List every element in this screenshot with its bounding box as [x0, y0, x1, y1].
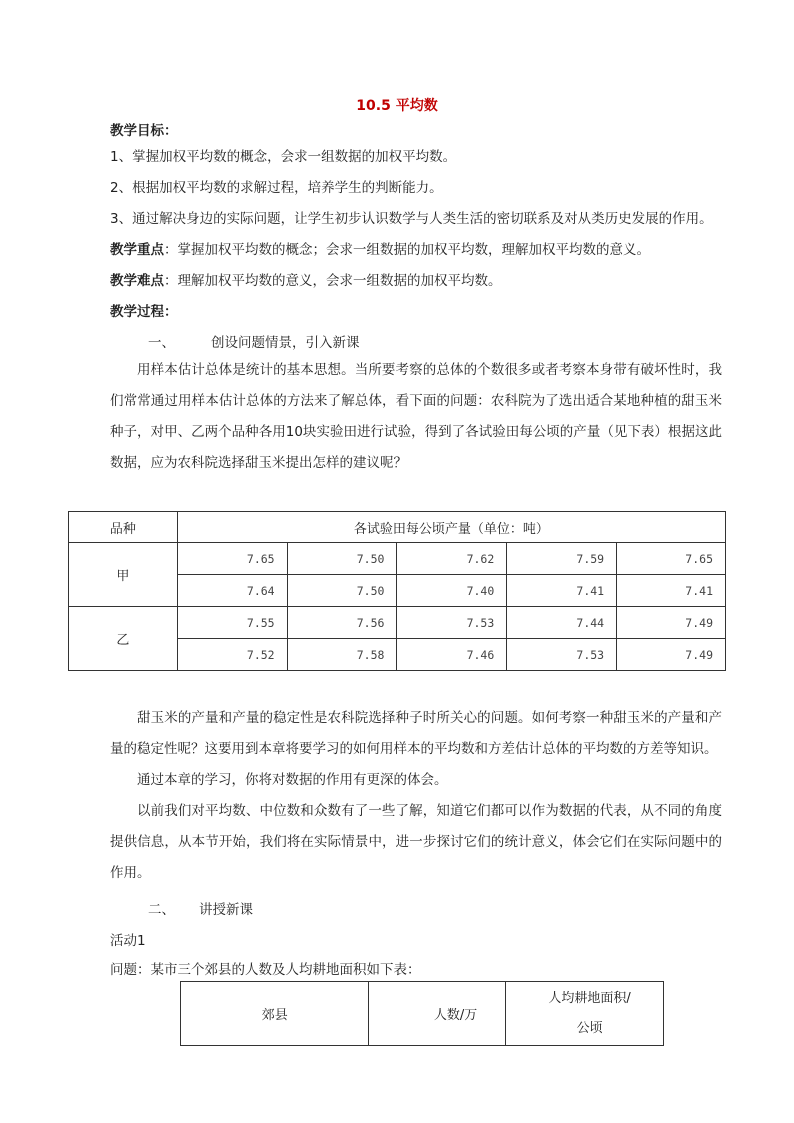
intro-paragraph: 用样本估计总体是统计的基本思想。当所要考察的总体的个数很多或者考察本身带有破坏性时，我们常常通过用样本估计总体的方法来了解总体，看下面的问题：农科院为了选出适合某地种植的甜玉米种子，对甲、乙两个品种各用10块实验田进行试验，得到了各试验田每公顷的产量（见下表）根据这此数据，应为农科院选择甜玉米提出怎样的建议呢？: [110, 362, 722, 471]
yield-cell: 7.58: [287, 639, 397, 671]
yield-cell: 7.41: [507, 575, 617, 607]
page-title: 10.5 平均数: [356, 98, 438, 114]
yield-cell: 7.53: [507, 639, 617, 671]
section-2-title: 讲授新课: [199, 902, 253, 918]
yield-cell: 7.40: [397, 575, 507, 607]
yield-cell: 7.50: [287, 575, 397, 607]
difficulties-text: ：理解加权平均数的意义，会求一组数据的加权平均数。: [164, 273, 502, 289]
section-1-heading: [148, 331, 360, 351]
yield-cell: 7.53: [397, 607, 507, 639]
yield-cell: 7.52: [177, 639, 287, 671]
objective-1: 1、掌握加权平均数的概念，会求一组数据的加权平均数。: [110, 149, 457, 165]
header-county: 郊县: [181, 982, 369, 1046]
yield-cell: 7.46: [397, 639, 507, 671]
difficulties-label: 教学难点: [110, 273, 164, 289]
table-row: [69, 607, 726, 639]
yield-cell: 7.50: [287, 543, 397, 575]
header-population: 人数/万: [369, 982, 506, 1046]
yield-cell: 7.55: [177, 607, 287, 639]
key-points: [110, 238, 650, 258]
yield-cell: 7.65: [177, 543, 287, 575]
key-points-text: ：掌握加权平均数的概念；会求一组数据的加权平均数，理解加权平均数的意义。: [164, 242, 650, 258]
variety-yi: 乙: [69, 607, 178, 671]
question-text: 问题：某市三个郊县的人数及人均耕地面积如下表：: [110, 962, 421, 978]
table-row: [69, 543, 726, 575]
yield-cell: 7.41: [617, 575, 726, 607]
difficulties: [110, 269, 502, 289]
county-table: [180, 981, 664, 1046]
key-points-label: 教学重点: [110, 242, 164, 258]
objectives-heading: 教学目标：: [110, 123, 178, 139]
activity-label: 活动1: [110, 933, 146, 949]
yield-cell: 7.59: [507, 543, 617, 575]
header-yield: 各试验田每公顷产量（单位：吨）: [177, 512, 725, 543]
yield-table-header: [69, 512, 726, 543]
variety-jia: 甲: [69, 543, 178, 607]
yield-cell: 7.49: [617, 607, 726, 639]
yield-cell: 7.44: [507, 607, 617, 639]
chapter-paragraph: 通过本章的学习，你将对数据的作用有更深的体会。: [137, 772, 448, 788]
county-table-header: [181, 982, 664, 1046]
section-2-number: 二、: [148, 902, 175, 918]
yield-table: [68, 511, 726, 671]
yield-cell: 7.65: [617, 543, 726, 575]
yield-cell: 7.62: [397, 543, 507, 575]
process-heading: 教学过程：: [110, 304, 178, 320]
header-variety: 品种: [69, 512, 178, 543]
section-2-heading: [148, 898, 253, 918]
section-1-title: 创设问题情景，引入新课: [211, 335, 360, 351]
objective-2: 2、根据加权平均数的求解过程，培养学生的判断能力。: [110, 180, 443, 196]
averages-paragraph: 以前我们对平均数、中位数和众数有了一些了解，知道它们都可以作为数据的代表，从不同的角度提供信息，从本节开始，我们将在实际情景中，进一步探讨它们的统计意义，体会它们在实际问题中的作用。: [110, 803, 722, 881]
header-farmland: 人均耕地面积/公顷: [506, 982, 664, 1046]
section-1-number: 一、: [148, 335, 175, 351]
yield-cell: 7.64: [177, 575, 287, 607]
yield-cell: 7.56: [287, 607, 397, 639]
yield-cell: 7.49: [617, 639, 726, 671]
objective-3: 3、通过解决身边的实际问题，让学生初步认识数学与人类生活的密切联系及对从类历史发展的作用。: [110, 211, 713, 227]
stability-paragraph: 甜玉米的产量和产量的稳定性是农科院选择种子时所关心的问题。如何考察一种甜玉米的产量和产量的稳定性呢？这要用到本章将要学习的如何用样本的平均数和方差估计总体的平均数的方差等知识。: [110, 710, 722, 757]
